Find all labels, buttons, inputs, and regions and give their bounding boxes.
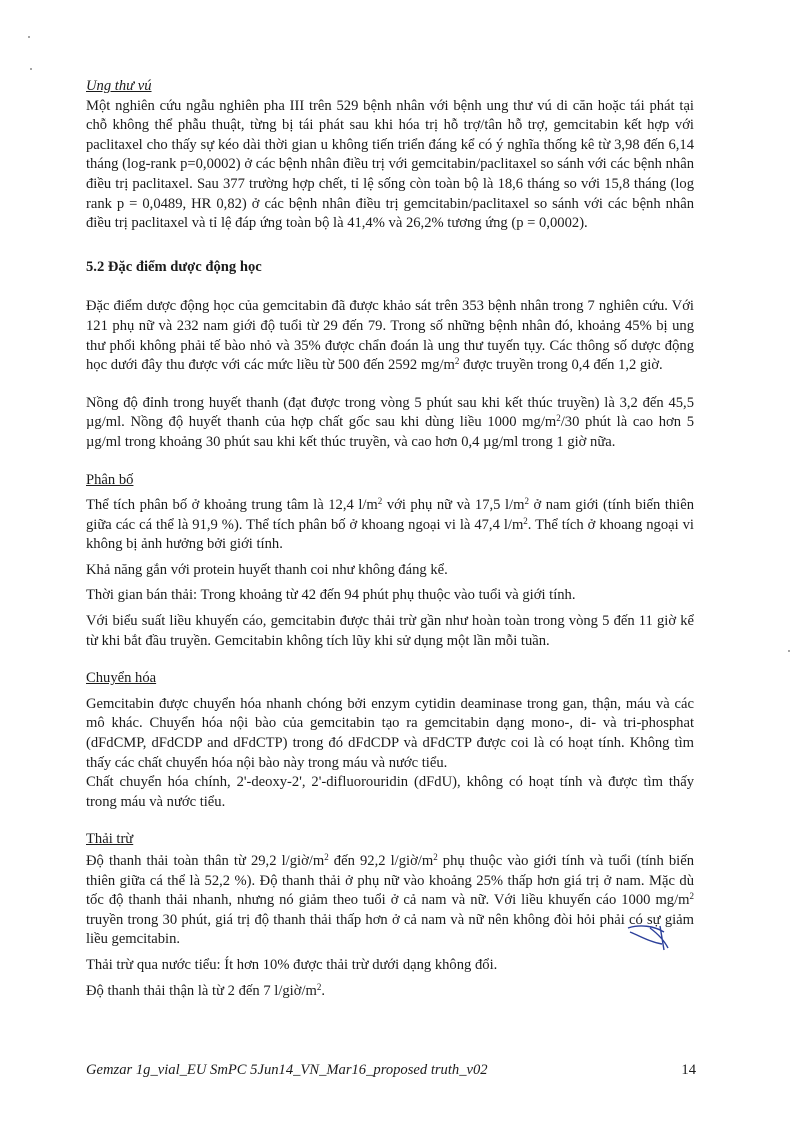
pk-paragraph-2: Nồng độ đỉnh trong huyết thanh (đạt được trong vòng 5 phút sau khi kết thúc truyền) là 3,2 đến 45,5 µg/ml. Nồng độ huyết thanh của hợp chất gốc sau khi dùng liều 1000 $mg/m^2/30$ phút là cao hơn 5 µg/ml trong khoảng 30 phút sau khi kết thúc truyền, và cao hơn 0,4 µg/ml trong 1 giờ nữa. — [86, 394, 694, 450]
document-body — [86, 77, 694, 1001]
heading-elimination: Thải trừ — [86, 831, 134, 848]
elimination-paragraph-2: Thải trừ qua nước tiểu: Ít hơn 10% được thải trừ dưới dạng không đổi. — [86, 956, 498, 973]
distribution-paragraph-1: Thể tích phân bố ở khoảng trung tâm là 12,4 $l/m^2$ với phụ nữ và 17,5 $l/m^2$ ở nam giới (tính biến thiên giữa các cá thể là 91,9 %). Thể tích phân bố ở khoang ngoại vi là 47,4 $l/m^2$. Thể tích ở khoang ngoại vi không bị ảnh hưởng bởi giới tính. — [86, 496, 694, 553]
distribution-paragraph-4: Với biểu suất liều khuyến cáo, gemcitabin được thải trừ gần như hoàn toàn trong vòng 5 đến 11 giờ kể từ khi bắt đầu truyền. Gemcitabin không tích lũy khi sử dụng một lần mỗi tuần. — [86, 613, 694, 649]
scan-dot — [788, 650, 790, 652]
distribution-paragraph-2: Khả năng gắn với protein huyết thanh coi như không đáng kể. — [86, 561, 448, 578]
heading-pharmacokinetics: 5.2 Đặc điểm dược động học — [86, 258, 262, 275]
pk-paragraph-1: Đặc điểm dược động học của gemcitabin đã được khảo sát trên 353 bệnh nhân trong 7 nghiên cứu. Với 121 phụ nữ và 232 nam giới độ tuổi từ 29 đến 79. Trong số những bệnh nhân đó, khoảng 45% bị ung thư phổi không phải tế bào nhỏ và 35% được chẩn đoán là ung thư tuyến tụy. Các thông số dược động học dưới đây thu được với các mức liều từ 500 đến 2592 $mg/m^2$ được truyền trong 0,4 đến 1,2 giờ. — [86, 298, 694, 374]
elimination-paragraph-1: Độ thanh thải toàn thân từ 29,2 $l/giờ/m^2$ đến 92,2 $l/giờ/m^2$ phụ thuộc vào giới tính và tuổi (tính biến thiên giữa cá thể là 52,2 %). Độ thanh thải ở phụ nữ vào khoảng 25% thấp hơn giá trị ở nam. Mặc dù tốc độ thanh thải nhanh, nhưng nó giảm theo tuổi ở cả nam và nữ. Với liều khuyến cáo 1000 $mg/m^2$ truyền trong 30 phút, giá trị độ thanh thải thấp hơn ở cả nam và nữ nên không đòi hỏi phải có sự giảm liều gemcitabin. — [86, 852, 694, 948]
scan-dot — [30, 68, 32, 70]
distribution-paragraph-3: Thời gian bán thải: Trong khoảng từ 42 đến 94 phút phụ thuộc vào tuổi và giới tính. — [86, 587, 576, 604]
metabolism-paragraph-2: Chất chuyển hóa chính, 2'-deoxy-2', 2'-difluorouridin (dFdU), không có hoạt tính và được tìm thấy trong máu và nước tiểu. — [86, 774, 694, 810]
scan-dot — [28, 36, 30, 38]
page-number: 14 — [681, 1062, 696, 1078]
handwritten-scribble — [620, 922, 680, 952]
breast-cancer-paragraph: Một nghiên cứu ngẫu nghiên pha III trên 529 bệnh nhân với bệnh ung thư vú di căn hoặc tái phát tại chỗ không thể phẫu thuật, từng bị tái phát sau khi hóa trị hỗ trợ/tân hỗ trợ, gemcitabin kết hợp với paclitaxel cho thấy sự kéo dài thời gian u không tiến triển đáng kể có ý nghĩa thống kê từ 3,98 đến 6,14 tháng (log-rank p=0,0002) ở các bệnh nhân điều trị với gemcitabin/paclitaxel so sánh với các bệnh nhân điều trị paclitaxel. Sau 377 trường hợp chết, tỉ lệ sống còn toàn bộ là 18,6 tháng so với 15,8 tháng (log rank p = 0,0489, HR 0,82) ở các bệnh nhân điều trị gemcitabin/paclitaxel so sánh với các bệnh nhân điều trị paclitaxel và tỉ lệ đáp ứng toàn bộ là 41,4% và 26,2% tương ứng (p = 0,0002). — [86, 97, 694, 232]
heading-breast-cancer: Ung thư vú — [86, 78, 152, 94]
document-reference: Gemzar 1g_vial_EU SmPC 5Jun14_VN_Mar16_proposed truth_v02 — [86, 1062, 488, 1078]
metabolism-paragraph-1: Gemcitabin được chuyển hóa nhanh chóng bởi enzym cytidin deaminase trong gan, thận, máu và các mô khác. Chuyển hóa nội bào của gemcitabin tạo ra gemcitabin dạng mono-, di- và tri-phosphat (dFdCMP, dFdCDP and dFdCTP) trong đó dFdCDP và dFdCTP được coi là có hoạt tính. Không tìm thấy các chất chuyển hóa nội bào này trong máu và nước tiểu. — [86, 695, 694, 771]
elimination-paragraph-3: Độ thanh thải thận là từ 2 đến 7 $l/giờ/m^2$. — [86, 981, 326, 999]
page-footer — [86, 1062, 696, 1079]
heading-metabolism: Chuyển hóa — [86, 670, 157, 687]
heading-distribution: Phân bố — [86, 471, 134, 488]
